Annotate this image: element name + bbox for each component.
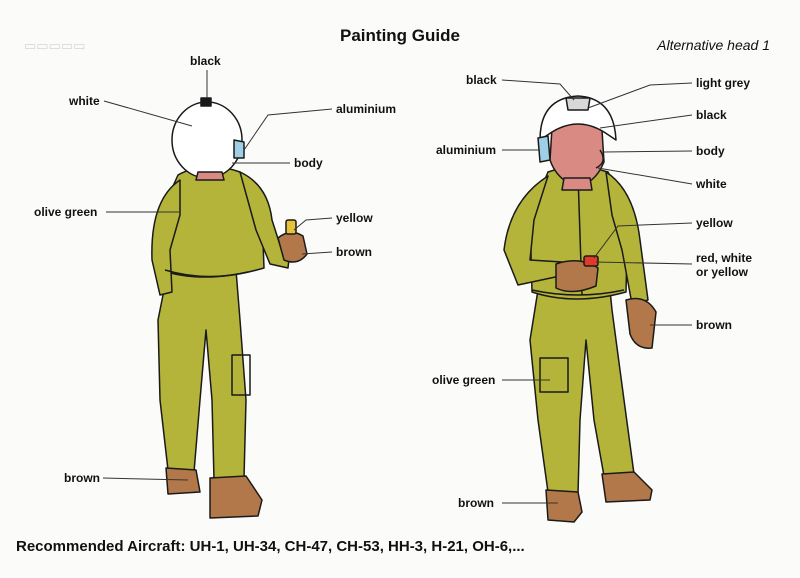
right-figure-visor bbox=[538, 136, 550, 162]
page-title: Painting Guide bbox=[340, 26, 460, 45]
right-figure-neck bbox=[562, 178, 592, 190]
label-left-brown-boots: brown bbox=[64, 471, 100, 485]
left-figure-boot-right bbox=[210, 476, 262, 518]
label-right-red-white-yellow-1: red, white bbox=[696, 251, 753, 265]
right-figure-boot-left bbox=[546, 490, 582, 522]
label-right-white: white bbox=[696, 177, 727, 191]
left-figure-helmet bbox=[172, 102, 242, 178]
right-figure-red-item bbox=[584, 256, 598, 266]
label-right-body: body bbox=[696, 144, 725, 158]
label-right-black-right: black bbox=[696, 108, 727, 122]
label-left-aluminium: aluminium bbox=[336, 102, 397, 116]
label-left-yellow: yellow bbox=[336, 211, 373, 225]
right-figure-glove-right bbox=[626, 299, 656, 349]
label-right-aluminium: aluminium bbox=[436, 143, 497, 157]
label-right-brown-glove: brown bbox=[696, 318, 732, 332]
label-right-light-grey: light grey bbox=[696, 76, 751, 90]
label-left-olive-green: olive green bbox=[34, 205, 98, 219]
label-right-brown-boots: brown bbox=[458, 496, 494, 510]
ghost-mark: ▭▭▭▭▭ bbox=[24, 38, 86, 53]
left-figure bbox=[152, 98, 307, 518]
right-figure-boot-right bbox=[602, 472, 652, 502]
left-figure-yellow-item bbox=[286, 220, 296, 234]
left-figure-visor bbox=[234, 140, 244, 158]
page-subtitle: Alternative head 1 bbox=[657, 37, 770, 53]
left-figure-neck bbox=[196, 172, 224, 180]
left-figure-helmet-strap bbox=[201, 98, 211, 106]
right-figure bbox=[504, 96, 656, 522]
label-left-body: body bbox=[294, 156, 323, 170]
label-right-yellow: yellow bbox=[696, 216, 733, 230]
label-left-white: white bbox=[69, 94, 100, 108]
label-right-red-white-yellow-2: or yellow bbox=[696, 265, 749, 279]
label-left-brown-glove: brown bbox=[336, 245, 372, 259]
left-figure-boot-left bbox=[166, 468, 200, 494]
label-right-black-top: black bbox=[466, 73, 497, 87]
label-left-black: black bbox=[190, 54, 221, 68]
left-figure-legs bbox=[158, 270, 246, 480]
right-figure-helmet-stripe bbox=[566, 98, 590, 110]
label-right-olive-green: olive green bbox=[432, 373, 496, 387]
recommended-aircraft: Recommended Aircraft: UH-1, UH-34, CH-47, CH-53, HH-3, H-21, OH-6,... bbox=[16, 538, 525, 555]
